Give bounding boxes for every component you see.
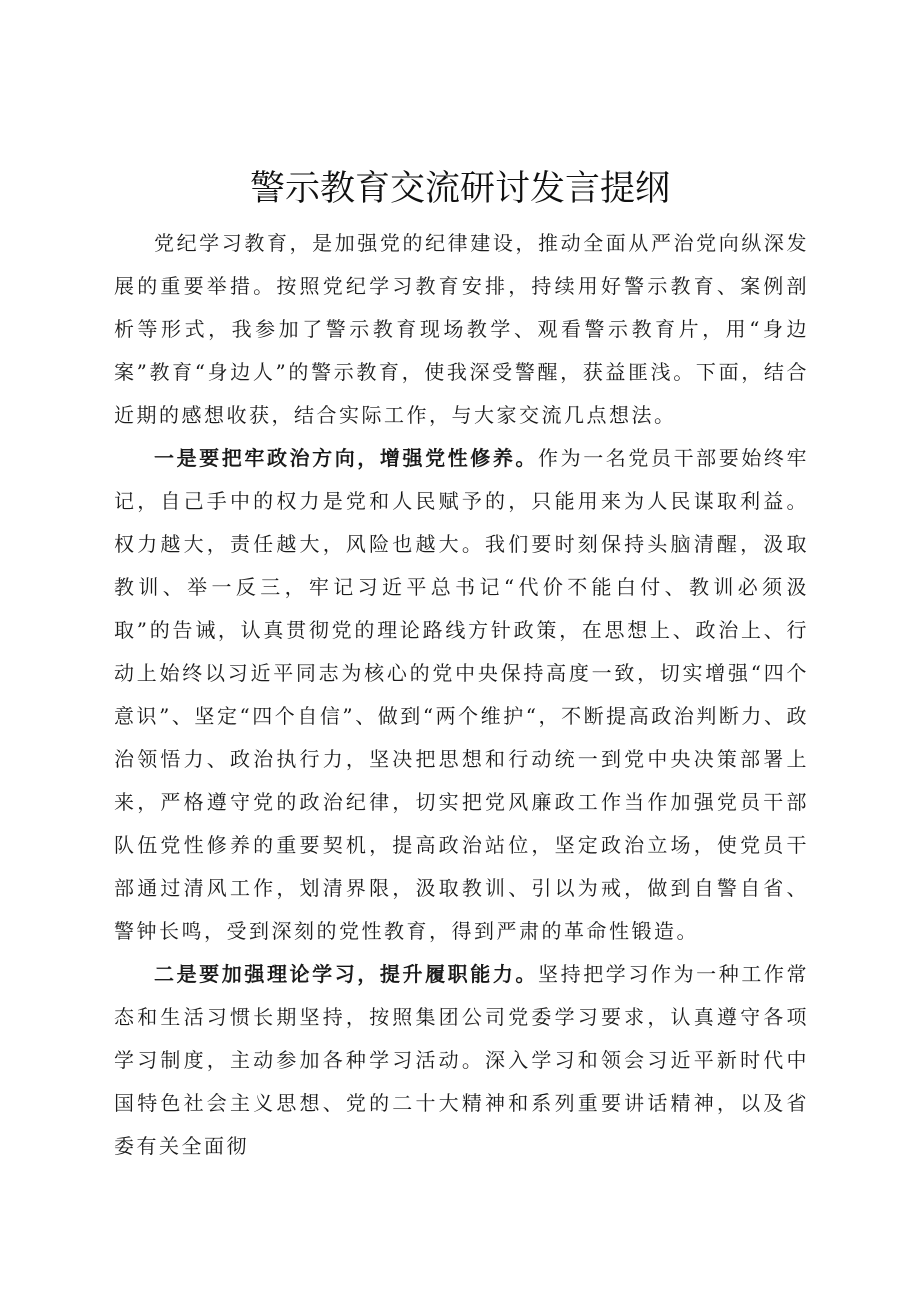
paragraph-lead: 一是要把牢政治方向，增强党性修养。 (154, 446, 539, 470)
paragraph-point-two (114, 953, 809, 1168)
paragraph-text: 坚持把学习作为一种工作常态和生活习惯长期坚持，按照集团公司党委学习要求，认真遵守各项学习制度，主动参加各种学习活动。深入学习和领会习近平新时代中国特色社会主义思想、党的二十大精神和系列重要讲话精神，以及省委有关全面彻 (114, 962, 810, 1158)
paragraph-lead: 二是要加强理论学习，提升履职能力。 (154, 962, 539, 986)
paragraph-text: 作为一名党员干部要始终牢记，自己手中的权力是党和人民赋予的，只能用来为人民谋取利益。权力越大，责任越大，风险也越大。我们要时刻保持头脑清醒，汲取教训、举一反三，牢记习近平总书记“代价不能白付、教训必须汲取”的告诫，认真贯彻党的理论路线方针政策，在思想上、政治上、行动上始终以习近平同志为核心的党中央保持高度一致，切实增强“四个意识”、坚定“四个自信”、做到“两个维护“，不断提高政治判断力、政治领悟力、政治执行力，坚决把思想和行动统一到党中央决策部署上来，严格遵守党的政治纪律，切实把党风廉政工作当作加强党员干部队伍党性修养的重要契机，提高政治站位，坚定政治立场，使党员干部通过清风工作，划清界限，汲取教训、引以为戒，做到自警自省、警钟长鸣，受到深刻的党性教育，得到严肃的革命性锻造。 (114, 446, 810, 943)
document-body (114, 222, 809, 1168)
paragraph-point-one (114, 437, 809, 953)
paragraph-intro (114, 222, 809, 437)
paragraph-text: 党纪学习教育，是加强党的纪律建设，推动全面从严治党向纵深发展的重要举措。按照党纪学习教育安排，持续用好警示教育、案例剖析等形式，我参加了警示教育现场教学、观看警示教育片，用“身边案”教育“身边人”的警示教育，使我深受警醒，获益匪浅。下面，结合近期的感想收获，结合实际工作，与大家交流几点想法。 (114, 231, 809, 427)
document-title: 警示教育交流研讨发言提纲 (249, 169, 670, 209)
